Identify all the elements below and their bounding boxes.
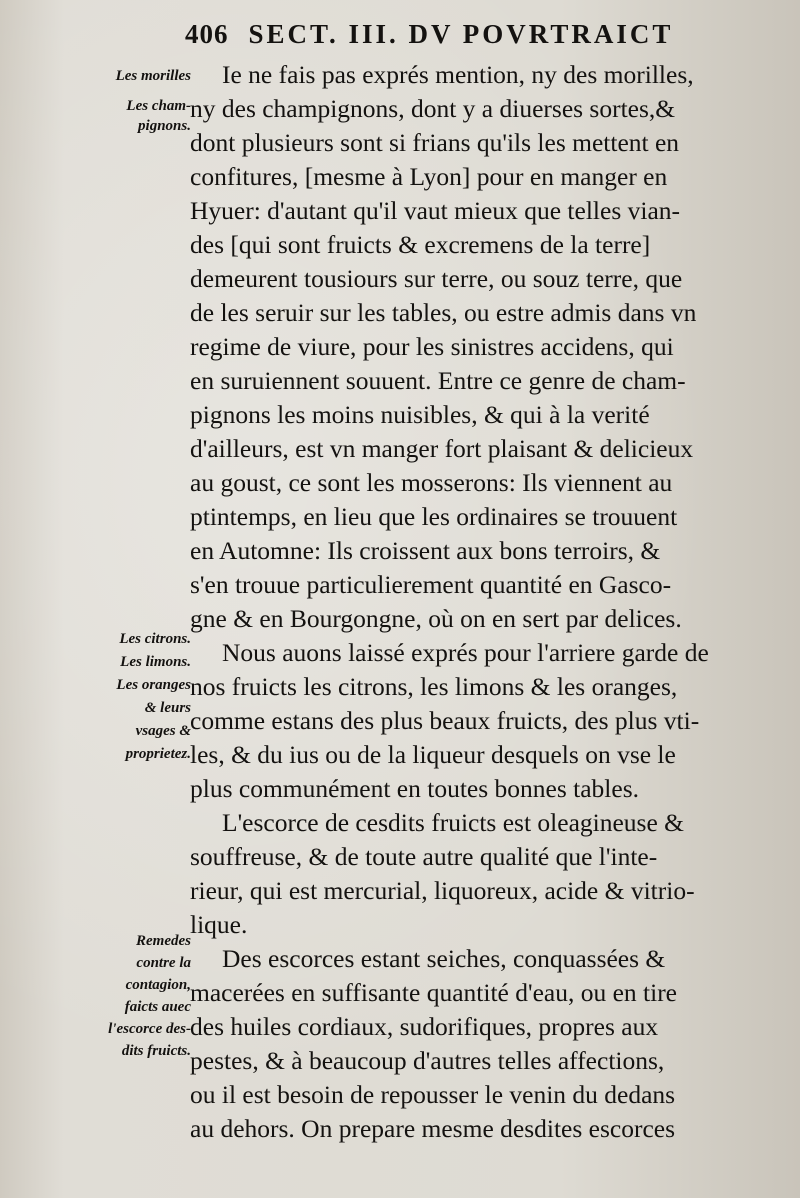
text-line: Ie ne fais pas exprés mention, ny des morilles, bbox=[222, 60, 694, 89]
text-line: d'ailleurs, est vn manger fort plaisant & delicieux bbox=[190, 434, 694, 463]
text-line: les, & du ius ou de la liqueur desquels on vse le bbox=[190, 740, 676, 769]
text-line: de les seruir sur les tables, ou estre admis dans vn bbox=[190, 298, 697, 327]
text-line: Hyuer: d'autant qu'il vaut mieux que telles vian- bbox=[190, 196, 681, 225]
text-line: au dehors. On prepare mesme desdites escorces bbox=[190, 1114, 676, 1143]
text-line: en Automne: Ils croissent aux bons terroirs, & bbox=[190, 536, 661, 565]
text-line: macerées en suffisante quantité d'eau, ou en tire bbox=[190, 978, 678, 1007]
section-title: SECT. III. DV POVRTRAICT bbox=[248, 19, 674, 49]
page-number: 406 bbox=[185, 19, 229, 49]
text-line: des [qui sont fruicts & excremens de la terre] bbox=[190, 230, 651, 259]
text-line: Nous auons laissé exprés pour l'arriere garde de bbox=[222, 638, 709, 667]
margin-note-champignons: Les cham- pignons. bbox=[126, 98, 191, 134]
text-line: en suruiennent souuent. Entre ce genre de cham- bbox=[190, 366, 686, 395]
text-line: rieur, qui est mercurial, liquoreux, acide & vitrio- bbox=[190, 876, 695, 905]
text-line: dont plusieurs sont si frians qu'ils les mettent en bbox=[190, 128, 680, 157]
text-line: Des escorces estant seiches, conquassées & bbox=[222, 944, 666, 973]
text-line: s'en trouue particulierement quantité en Gasco- bbox=[190, 570, 672, 599]
margin-note-morilles: Les morilles bbox=[115, 68, 191, 84]
text-line: regime de viure, pour les sinistres accidens, qui bbox=[190, 332, 674, 361]
text-line: ptintemps, en lieu que les ordinaires se trouuent bbox=[190, 502, 678, 531]
text-line: lique. bbox=[190, 910, 248, 939]
text-line: comme estans des plus beaux fruicts, des plus vti- bbox=[190, 706, 700, 735]
text-line: ny des champignons, dont y a diuerses sortes,& bbox=[190, 94, 676, 123]
text-line: pignons les moins nuisibles, & qui à la verité bbox=[190, 400, 650, 429]
margin-note-citrons: Les citrons. Les limons. Les oranges & leurs vsages & proprietez. bbox=[116, 631, 191, 762]
text-line: souffreuse, & de toute autre qualité que l'inte- bbox=[190, 842, 658, 871]
text-line: au goust, ce sont les mosserons: Ils viennent au bbox=[190, 468, 673, 497]
text-line: nos fruicts les citrons, les limons & les oranges, bbox=[190, 672, 678, 701]
margin-note-remedes: Remedes contre la contagion, faicts auec l'escorce des- dits fruicts. bbox=[108, 933, 191, 1059]
text-line: des huiles cordiaux, sudorifiques, propres aux bbox=[190, 1012, 659, 1041]
text-line: ou il est besoin de repousser le venin du dedans bbox=[190, 1080, 676, 1109]
text-line: pestes, & à beaucoup d'autres telles affections, bbox=[190, 1046, 665, 1075]
text-line: gne & en Bourgongne, où on en sert par delices. bbox=[190, 604, 682, 633]
text-line: L'escorce de cesdits fruicts est oleagineuse & bbox=[222, 808, 685, 837]
text-line: confitures, [mesme à Lyon] pour en manger en bbox=[190, 162, 668, 191]
text-line: plus communément en toutes bonnes tables. bbox=[190, 774, 640, 803]
text-line: demeurent tousiours sur terre, ou souz terre, que bbox=[190, 264, 683, 293]
running-head bbox=[185, 14, 745, 54]
